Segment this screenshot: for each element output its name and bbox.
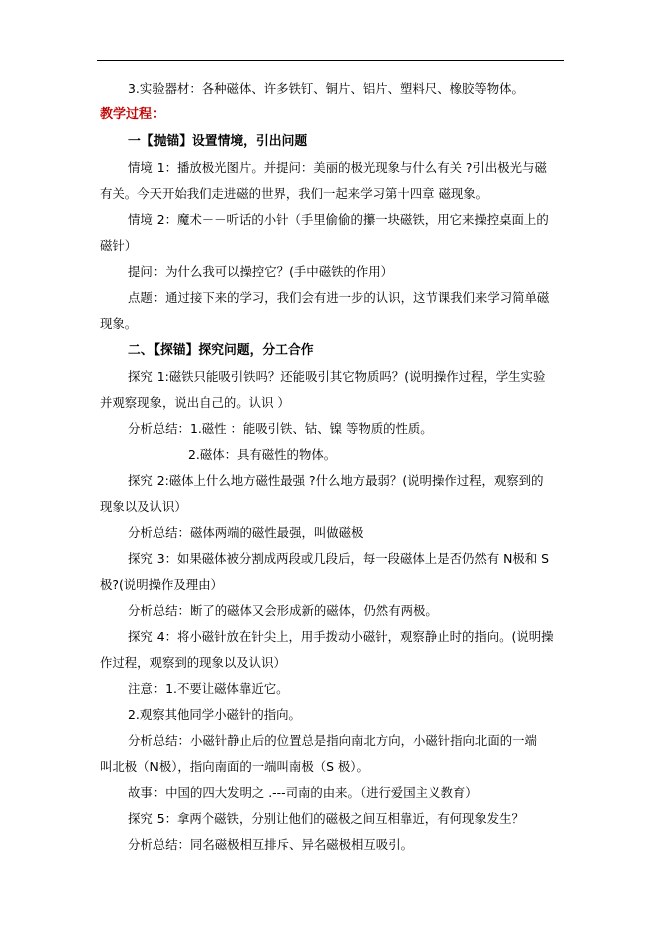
paragraph-line: 有关。今天开始我们走进磁的世界，我们一起来学习第十四章 磁现象。 [100, 186, 489, 201]
paragraph-line: 现象。 [100, 316, 138, 331]
paragraph-line: 分析总结：断了的磁体又会形成新的磁体，仍然有两极。 [128, 603, 438, 618]
paragraph-line: 现象以及认识） [100, 499, 187, 514]
equipment-line: 3.实验器材：各种磁体、许多铁钉、铜片、铝片、塑料尺、橡胶等物体。 [128, 81, 524, 96]
paragraph-line: 探究 3：如果磁体被分割成两段或几段后，每一段磁体上是否仍然有 N极和 S [128, 551, 549, 566]
section-1-heading: 一【抛锚】设置情境，引出问题 [128, 134, 308, 149]
paragraph-line: 分析总结：1.磁性 ：能吸引铁、钴、镍 等物质的性质。 [128, 421, 433, 436]
paragraph-line: 故事：中国的四大发明之 .---司南的由来。（进行爱国主义教育） [128, 785, 478, 800]
paragraph-line: 2.观察其他同学小磁针的指向。 [128, 707, 301, 722]
paragraph-line: 探究 5：拿两个磁铁，分别让他们的磁极之间互相靠近，有何现象发生？ [128, 811, 524, 826]
paragraph-line: 情境 2：魔术－－听话的小针（手里偷偷的攥一块磁铁，用它来操控桌面上的 [128, 212, 549, 227]
paragraph-line: 2.磁体：具有磁性的物体。 [188, 447, 337, 462]
paragraph-line: 极?(说明操作及理由） [100, 577, 223, 592]
paragraph-line: 探究 4：将小磁针放在针尖上，用手拨动小磁针，观察静止时的指向。(说明操 [128, 629, 554, 644]
paragraph-line: 探究 2:磁体上什么地方磁性最强 ?什么地方最弱？(说明操作过程，观察到的 [128, 473, 544, 488]
paragraph-line: 叫北极（N极），指向南面的一端叫南极（S 极）。 [100, 759, 369, 774]
section-2-heading: 二、【探锚】探究问题，分工合作 [128, 343, 314, 358]
paragraph-line: 并观察现象，说出自己的。认识 ） [100, 395, 290, 410]
header-rule [97, 60, 564, 61]
paragraph-line: 作过程，观察到的现象以及认识） [100, 655, 286, 670]
paragraph-line: 分析总结：磁体两端的磁性最强，叫做磁极 [128, 525, 364, 540]
teaching-process-heading: 教学过程： [100, 107, 166, 122]
paragraph-line: 分析总结：同名磁极相互排斥、异名磁极相互吸引。 [128, 837, 413, 852]
paragraph-line: 点题：通过接下来的学习，我们会有进一步的认识，这节课我们来学习简单磁 [128, 290, 550, 305]
paragraph-line: 情境 1：播放极光图片。并提问：美丽的极光现象与什么有关 ?引出极光与磁 [128, 160, 547, 175]
paragraph-line: 探究 1:磁铁只能吸引铁吗？还能吸引其它物质吗？(说明操作过程，学生实验 [128, 369, 546, 384]
paragraph-line: 注意：1.不要让磁体靠近它。 [128, 681, 289, 696]
paragraph-line: 分析总结：小磁针静止后的位置总是指向南北方向，小磁针指向北面的一端 [128, 733, 537, 748]
paragraph-line: 磁针） [100, 238, 138, 253]
paragraph-line: 提问：为什么我可以操控它？(手中磁铁的作用） [128, 264, 394, 279]
